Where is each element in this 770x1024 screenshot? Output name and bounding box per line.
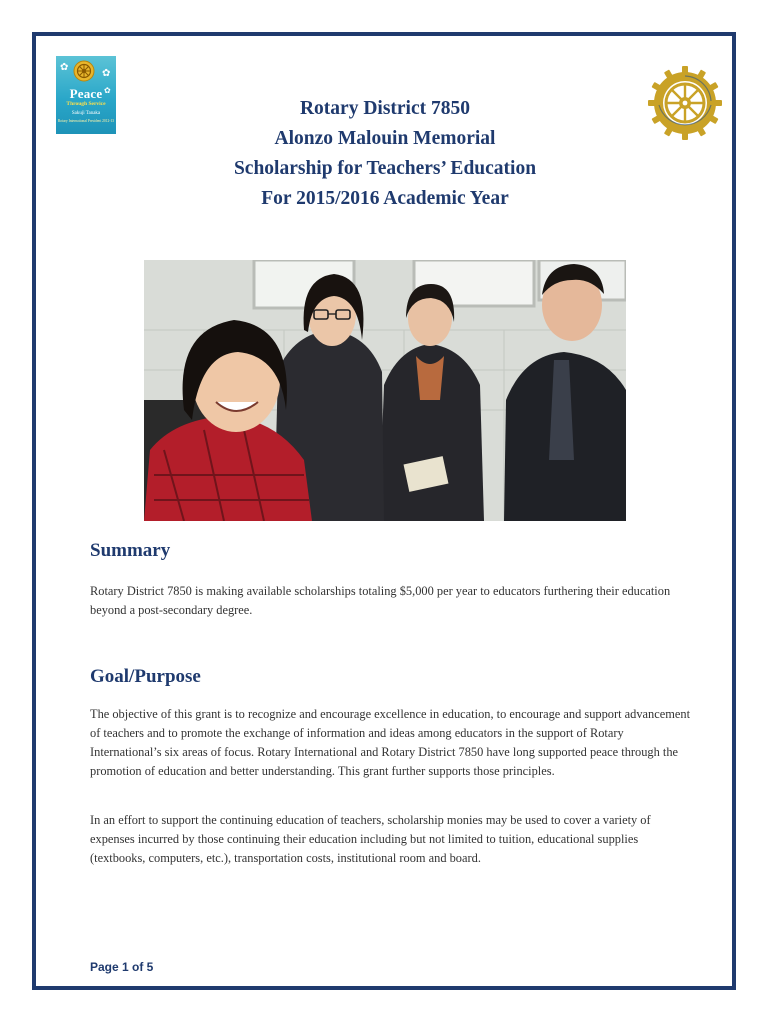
group-photo: [144, 260, 626, 521]
peace-through-service-logo: [56, 56, 116, 134]
title-line-2: Alonzo Malouin Memorial: [274, 128, 496, 149]
flower-icon: ✿: [104, 86, 111, 95]
rotary-international-logo: [648, 66, 722, 140]
goal-heading: Goal/Purpose: [90, 666, 201, 687]
summary-text: Rotary District 7850 is making available scholarships totaling $5,000 per year to educators furthering their education beyond a post-secondary degree.: [90, 584, 671, 617]
peace-logo-role: Rotary International President 2012-13: [57, 119, 115, 123]
title-line-4: For 2015/2016 Academic Year: [261, 188, 509, 209]
page-number: Page 1 of 5: [90, 960, 154, 974]
rotary-wheel-icon: [73, 60, 95, 82]
summary-heading: Summary: [90, 540, 171, 561]
document-title: [150, 94, 620, 214]
peace-logo-name: Sakuji Tanaka: [71, 111, 101, 116]
peace-logo-word: Peace: [69, 86, 103, 101]
title-line-3: Scholarship for Teachers’ Education: [233, 158, 537, 179]
flower-icon: ✿: [60, 62, 69, 73]
goal-paragraph-1: The objective of this grant is to recognize and encourage excellence in education, to encourage and support advancement of teachers and to promote the exchange of information and ideas among educators in the support of Rotary International’s six areas of focus. Rotary International and Rotary District 7850 have long supported peace through the promotion of education and better understanding. This grant further supports those principles.: [90, 707, 691, 778]
title-line-1: Rotary District 7850: [299, 98, 471, 119]
peace-logo-tagline: Through Service: [66, 101, 106, 107]
goal-paragraph-2: In an effort to support the continuing education of teachers, scholarship monies may be used to cover a variety of expenses incurred by those continuing their education including but not limited to tuition, educational supplies (textbooks, computers, etc.), transportation costs, institutional room and board.: [90, 813, 651, 865]
flower-icon: ✿: [102, 68, 111, 79]
